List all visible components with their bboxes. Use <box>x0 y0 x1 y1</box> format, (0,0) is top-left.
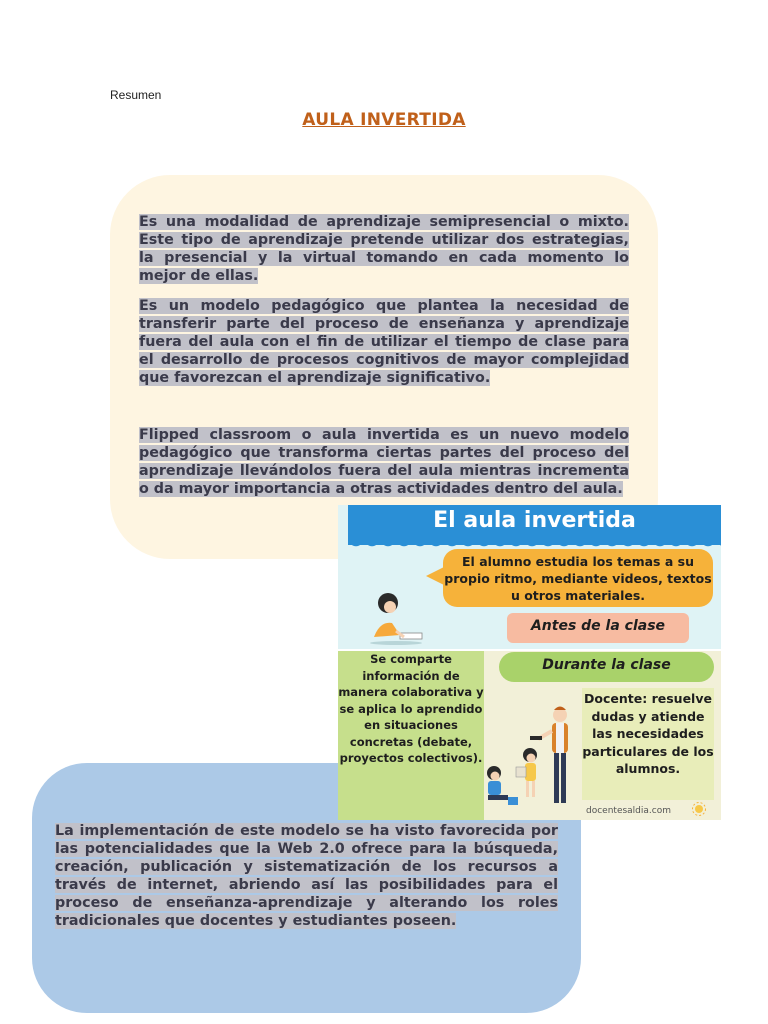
paragraph-implementation <box>55 822 558 930</box>
paragraph-implementation-text: La implementación de este modelo se ha visto favorecida por las potencialidades que la Web 2.0 ofrece para la búsqueda, creación, publicación y sistematización de los recursos a través de internet, abriendo así las posibilidades para el proceso de enseñanza-aprendizaje y alterando los roles tradicionales que docentes y estudiantes poseen. <box>55 823 558 929</box>
infographic-title: El aula invertida <box>433 508 636 533</box>
paragraph-pedagogical-model-text: Es un modelo pedagógico que plantea la necesidad de transferir parte del proceso de enseñanza y aprendizaje fuera del aula con el fin de utilizar el tiempo de clase para el desarrollo de procesos cognitivos de mayor complejidad que favorezcan el aprendizaje significativo. <box>139 298 629 386</box>
during-class-label: Durante la clase <box>542 657 671 673</box>
reading-student-illustration <box>366 585 426 645</box>
student-bubble-tail <box>426 567 444 585</box>
sun-logo-icon <box>690 801 708 817</box>
page-title: AULA INVERTIDA <box>302 110 466 130</box>
paragraph-flipped-classroom-text: Flipped classroom o aula invertida es un nuevo modelo pedagógico que transforma ciertas partes del proceso del aprendizaje llevándolos fuera del aula mientras incrementa o da mayor importancia a otras actividades dentro del aula. <box>139 427 629 497</box>
teacher-note: Docente: resuelve dudas y atiende las necesidades particulares de los alumnos. <box>582 691 714 776</box>
student-note: El alumno estudia los temas a su propio ritmo, mediante videos, textos u otros materiales. <box>444 554 712 603</box>
paragraph-flipped-classroom <box>139 426 629 498</box>
teacher-students-illustration <box>478 701 584 817</box>
paragraph-pedagogical-model <box>139 297 629 387</box>
collaboration-note: Se comparte información de manera colaborativa y se aplica lo aprendido en situaciones concretas (debate, proyectos colectivos). <box>338 652 484 765</box>
paragraph-definition <box>139 213 629 285</box>
infographic <box>338 505 721 820</box>
resumen-label: Resumen <box>110 88 162 102</box>
source-credit: docentesaldia.com <box>586 806 671 816</box>
paragraph-definition-text: Es una modalidad de aprendizaje semipresencial o mixto. Este tipo de aprendizaje pretende utilizar dos estrategias, la presencial y la virtual tomando en cada momento lo mejor de ellas. <box>139 214 629 284</box>
before-class-label: Antes de la clase <box>530 618 666 634</box>
